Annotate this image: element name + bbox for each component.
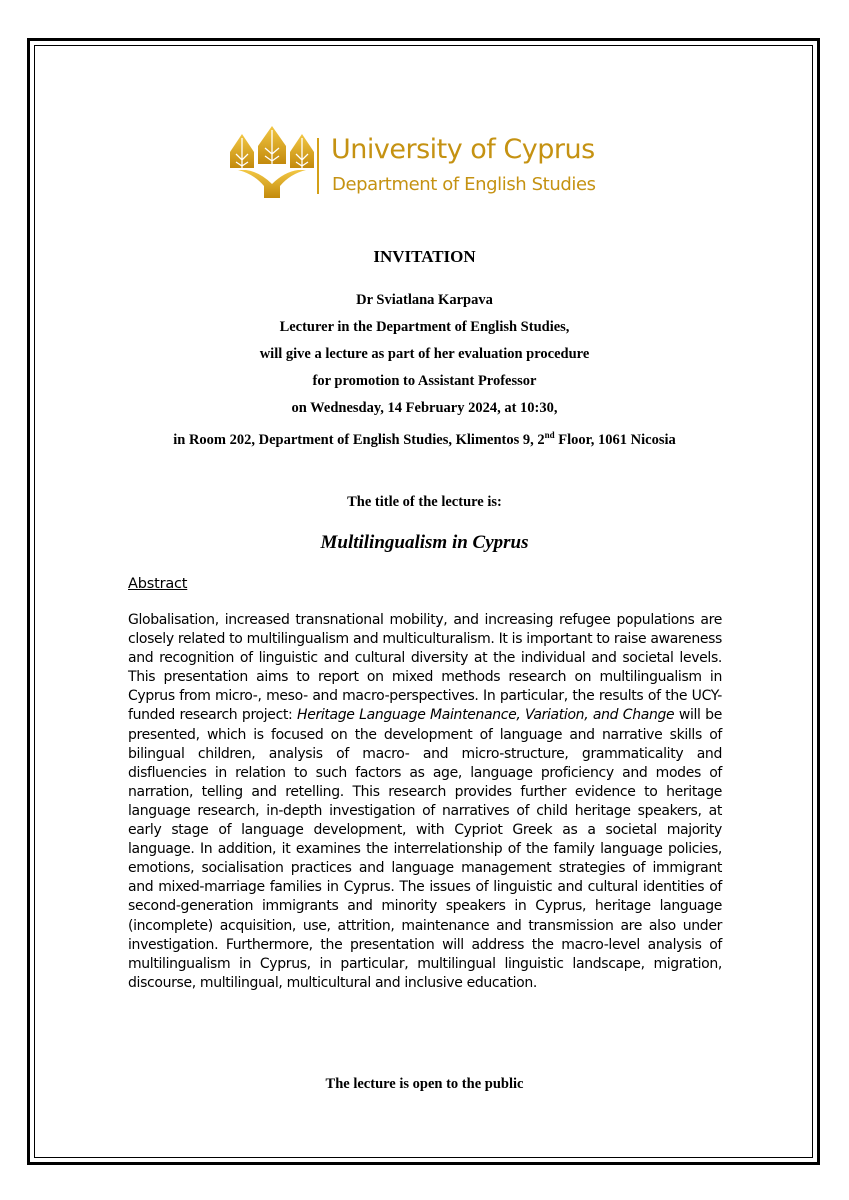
university-name: University of Cyprus [331, 134, 595, 165]
abstract-part-2: will be presented, which is focused on the development of language and narrative skills of bilingual children, analysis of macro- and micro-structure, grammaticality and disfluencies in relation to such factors as age, language proficiency and modes of narration, telling and retelling. This research provides further evidence to heritage language research, in-depth investigation of narratives of child heritage speakers, at early stage of language development, with Cypriot Greek as a societal majority language. In addition, it examines the interrelationship of the family language policies, emotions, socialisation practices and language management strategies of immigrant and mixed-marriage families in Cyprus. The issues of linguistic and cultural identities of second-generation immigrants and minority speakers in Cyprus, heritage language (incomplete) acquisition, use, attrition, maintenance and transmission are also under investigation. Furthermore, the presentation will address the macro-level analysis of multilingualism in Cyprus, in particular, multilingual linguistic landscape, migration, discourse, multilingual, multicultural and inclusive education. [128, 707, 722, 991]
invitation-heading: INVITATION [373, 247, 476, 266]
invitation-details [0, 287, 849, 449]
university-logo [228, 124, 628, 204]
lecture-venue [0, 422, 849, 449]
logo-divider [317, 138, 319, 194]
lecture-title: Multilingualism in Cyprus [320, 532, 529, 553]
title-intro: The title of the lecture is: [347, 494, 502, 510]
speaker-name: Dr Sviatlana Karpava [356, 292, 493, 308]
lecture-datetime: on Wednesday, 14 February 2024, at 10:30, [291, 400, 558, 416]
project-title: Heritage Language Maintenance, Variation, and Change [297, 707, 675, 724]
abstract-label: Abstract [128, 576, 188, 592]
promotion-line: for promotion to Assistant Professor [312, 373, 537, 389]
public-notice: The lecture is open to the public [325, 1076, 524, 1092]
speaker-position: Lecturer in the Department of English Studies, [279, 319, 570, 335]
department-name: Department of English Studies [332, 174, 596, 195]
abstract-part-1: Globalisation, increased transnational mobility, and increasing refugee populations are closely related to multilingualism and multiculturalism. It is important to raise awareness and recognition of linguistic and cultural diversity at the individual and societal levels. This presentation aims to report on mixed methods research on multilingualism in Cyprus from micro-, meso- and macro-perspectives. In particular, the results of the UCY-funded research project: [128, 612, 722, 724]
tree-emblem-icon [228, 124, 316, 204]
abstract-text [128, 611, 722, 993]
venue-text: in Room 202, Department of English Studies, Klimentos 9, 2 [173, 431, 545, 448]
venue-ordinal: nd [544, 430, 555, 440]
venue-text-end: Floor, 1061 Nicosia [554, 431, 676, 448]
lecture-purpose: will give a lecture as part of her evaluation procedure [259, 346, 590, 362]
